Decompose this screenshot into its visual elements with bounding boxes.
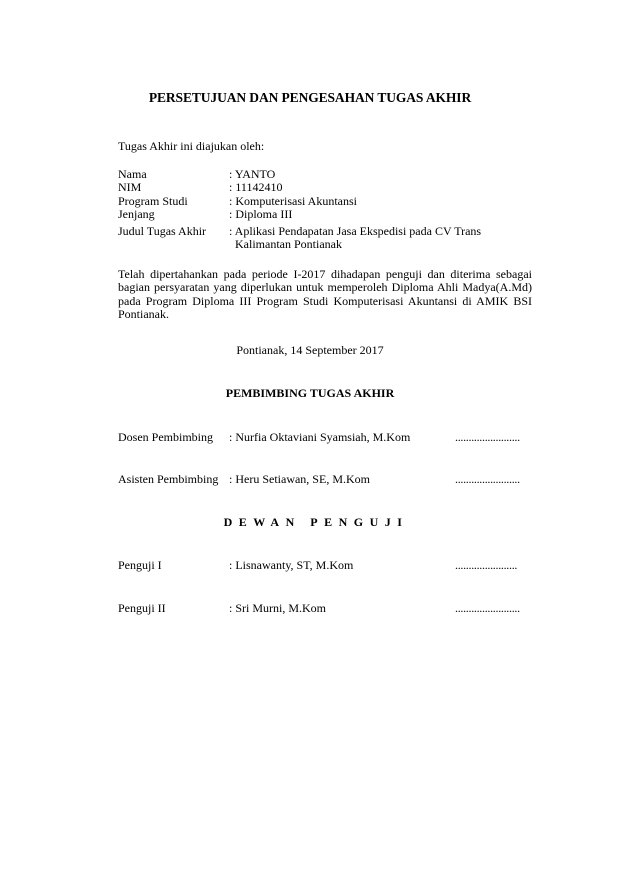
penguji-heading: DEWAN PENGUJI [223,515,409,529]
identity-label: Nama [118,167,147,181]
signature-name: : Sri Murni, M.Kom [229,601,327,615]
identity-value: : Diploma III [229,207,293,221]
intro-text: Tugas Akhir ini diajukan oleh: [118,139,265,153]
signature-line: ........................ [455,430,520,444]
identity-value: : Aplikasi Pendapatan Jasa Ekspedisi pada CV Trans [229,224,482,238]
identity-label: Jenjang [118,207,155,221]
document-title: PERSETUJUAN DAN PENGESAHAN TUGAS AKHIR [148,90,472,105]
signature-line: ........................ [455,472,520,486]
identity-value: : 11142410 [229,180,283,194]
signature-label: Penguji II [118,601,166,615]
signature-line: ....................... [455,558,518,572]
signature-name: : Lisnawanty, ST, M.Kom [229,558,354,572]
signature-label: Penguji I [118,558,162,572]
identity-value-line2: Kalimantan Pontianak [235,237,342,251]
identity-label: NIM [118,180,142,194]
approval-paragraph: Telah dipertahankan pada periode I-2017 dihadapan penguji dan diterima sebagai bagian persyaratan yang diperlukan untuk memperoleh Diploma Ahli Madya(A.Md) pada Program Diploma III Program Studi Komputerisasi Akuntansi di AMIK BSI Pontianak. [118,267,532,322]
identity-value: : YANTO [229,167,276,181]
pembimbing-heading: PEMBIMBING TUGAS AKHIR [225,386,395,400]
signature-label: Dosen Pembimbing [118,430,213,444]
identity-label: Program Studi [118,194,188,208]
signature-label: Asisten Pembimbing [118,472,219,486]
signature-name: : Heru Setiawan, SE, M.Kom [229,472,370,486]
signature-line: ........................ [455,601,520,615]
identity-value: : Komputerisasi Akuntansi [229,194,357,208]
identity-label: Judul Tugas Akhir [118,224,207,238]
signature-name: : Nurfia Oktaviani Syamsiah, M.Kom [229,430,411,444]
place-date: Pontianak, 14 September 2017 [236,343,384,357]
